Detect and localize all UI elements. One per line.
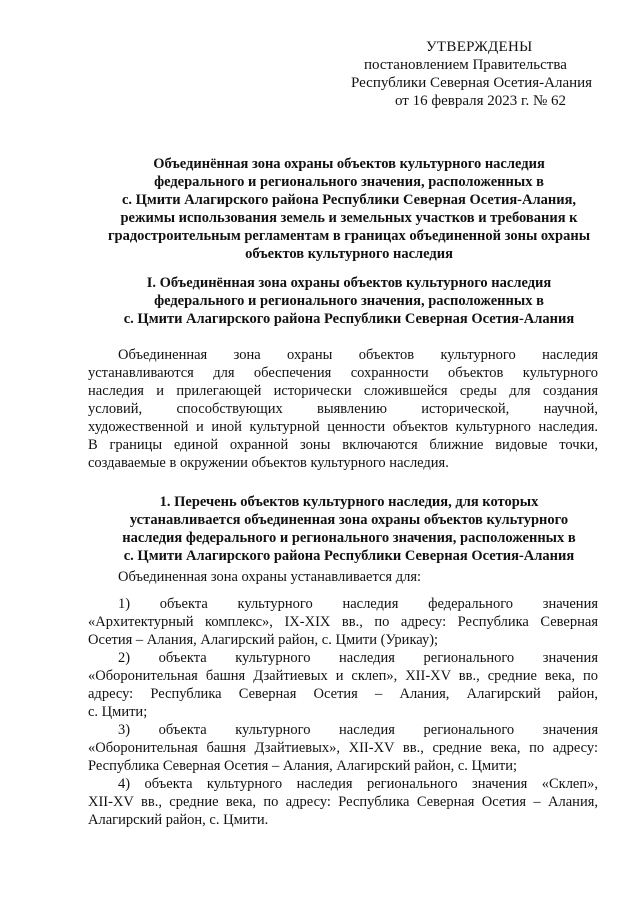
heading-line: объектов культурного наследия <box>245 246 453 262</box>
list-line: 1) объекта культурного наследия федерального значения <box>118 596 598 612</box>
heading-line: с. Цмити Алагирского района Республики Северная Осетия-Алания, <box>121 192 577 208</box>
list-line: XII-XV вв., средние века, по адресу: Республика Северная Осетия – Алания, <box>88 794 598 810</box>
list-line: 4) объекта культурного наследия регионального значения «Склеп», <box>118 776 598 792</box>
paragraph-line: В границы единой охранной зоны включаются ближние видовые точки, <box>88 437 598 453</box>
paragraph-line: художественной и иной культурной ценности объектов культурного наследия. <box>88 419 598 435</box>
approval-title: УТВЕРЖДЕНЫ <box>426 39 533 55</box>
heading-line: Объединённая зона охраны объектов культурного наследия <box>153 156 545 172</box>
paragraph-line: Объединенная зона охраны объектов культурного наследия <box>118 347 598 363</box>
approval-date: от 16 февраля 2023 г. № 62 <box>395 93 567 109</box>
heading-line: устанавливается объединенная зона охраны объектов культурного <box>129 512 569 528</box>
list-item <box>88 595 598 649</box>
paragraph-line: наследия и прилегающей исторически сложившейся среды для создания <box>88 383 598 399</box>
approval-line: Республики Северная Осетия-Алания <box>351 75 593 91</box>
heading-line: наследия федерального и регионального значения, расположенных в <box>122 530 576 546</box>
list-line: «Оборонительная башня Дзайтиевых и склеп», XII-XV вв., средние века, по <box>88 668 598 684</box>
heading-line: федерального и регионального значения, расположенных в <box>154 174 544 190</box>
subsection-heading <box>84 493 614 565</box>
list-line: Республика Северная Осетия – Алания, Алагирский район, с. Цмити; <box>88 758 518 774</box>
heading-line: режимы использования земель и земельных участков и требования к <box>120 210 578 226</box>
list-line: Осетия – Алания, Алагирский район, с. Цмити (Урикау); <box>88 632 439 648</box>
list-line: Алагирский район, с. Цмити. <box>88 812 269 828</box>
section-heading <box>84 274 614 328</box>
list-line: «Архитектурный комплекс», IX-XIX вв., по адресу: Республика Северная <box>88 614 598 630</box>
paragraph-line: создаваемые в окружении объектов культурного наследия. <box>88 455 449 471</box>
list-line: «Оборонительная башня Дзайтиевых», XII-XV вв., средние века, по адресу: <box>88 740 598 756</box>
heading-line: I. Объединённая зона охраны объектов культурного наследия <box>146 275 552 291</box>
list-line: с. Цмити; <box>88 704 148 720</box>
main-heading <box>84 155 614 263</box>
heading-line: градостроительным регламентам в границах объединенной зоны охраны <box>107 228 591 244</box>
approval-line: постановлением Правительства <box>364 57 567 73</box>
paragraph-line: условий, способствующих выявлению исторической, научной, <box>88 401 598 417</box>
list-line: 2) объекта культурного наследия регионального значения <box>118 650 598 666</box>
list-item <box>88 775 598 829</box>
list-line: 3) объекта культурного наследия регионального значения <box>118 722 598 738</box>
list-lead: Объединенная зона охраны устанавливается для: <box>118 569 422 585</box>
object-list <box>88 595 598 829</box>
approval-stamp <box>330 38 620 110</box>
paragraph-line: устанавливаются для обеспечения сохранности объектов культурного <box>88 365 598 381</box>
heading-line: федерального и регионального значения, расположенных в <box>154 293 544 309</box>
list-item <box>88 721 598 775</box>
heading-line: с. Цмити Алагирского района Республики Северная Осетия-Алания <box>123 311 575 327</box>
heading-line: с. Цмити Алагирского района Республики Северная Осетия-Алания <box>123 548 575 564</box>
list-item <box>88 649 598 721</box>
heading-line: 1. Перечень объектов культурного наследия, для которых <box>159 494 539 510</box>
list-line: адресу: Республика Северная Осетия – Алания, Алагирский район, <box>88 686 598 702</box>
intro-paragraph <box>88 346 598 472</box>
